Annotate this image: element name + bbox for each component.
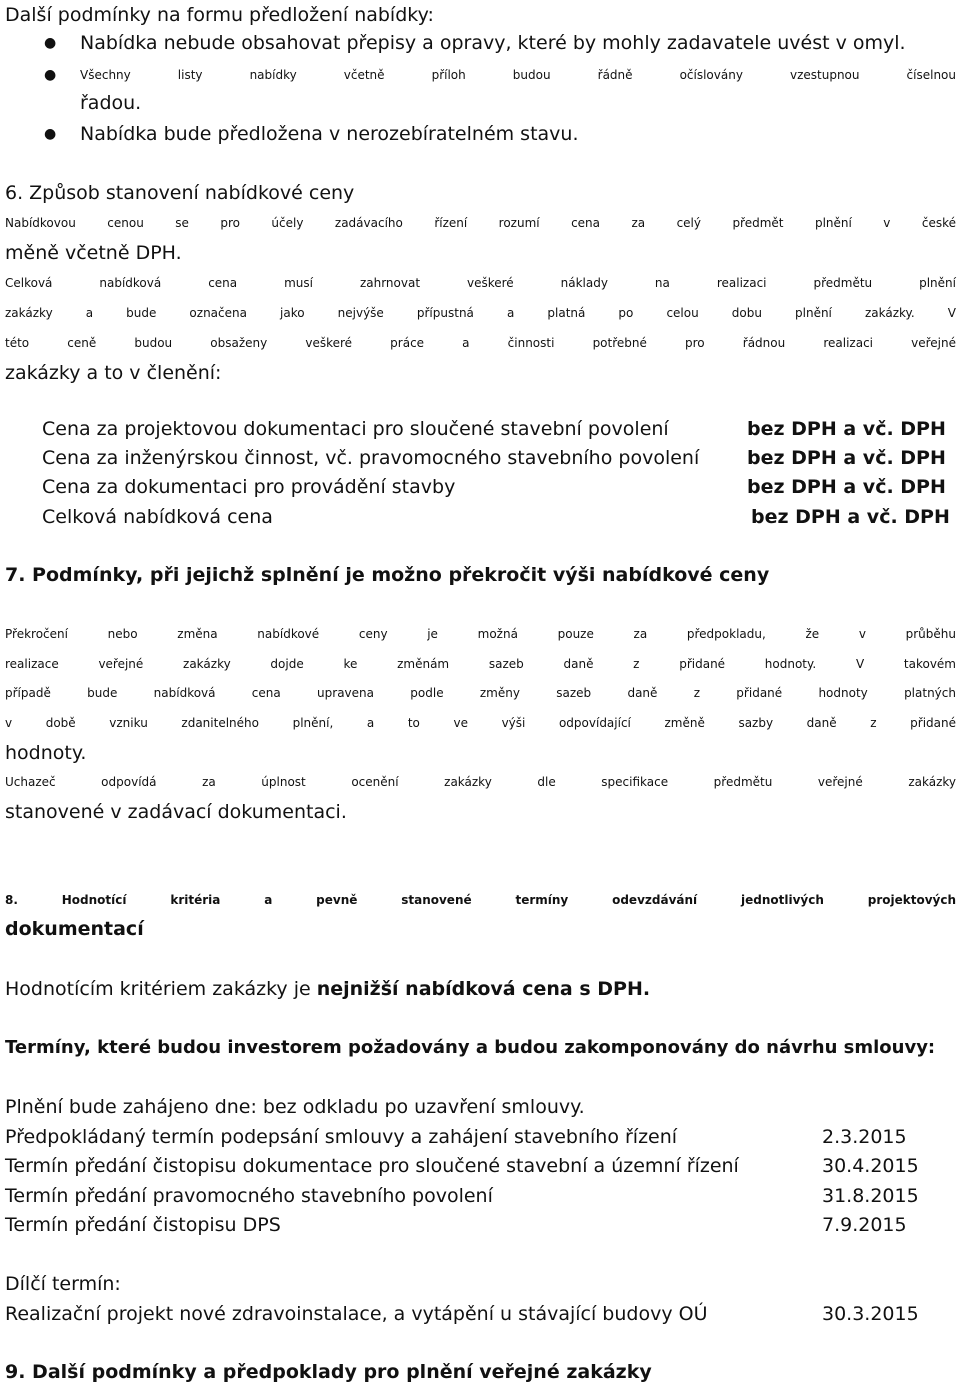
paragraph-line: realizace veřejné zakázky dojde ke změnám sazeb daně z přidané hodnoty. V takovém <box>5 657 956 671</box>
intro-heading: Další podmínky na formu předložení nabídky: <box>5 4 434 26</box>
term-date: 2.3.2015 <box>822 1126 907 1148</box>
price-value: bez DPH a vč. DPH <box>747 418 946 440</box>
section-9-heading: 9. Další podmínky a předpoklady pro plnění veřejné zakázky <box>5 1361 652 1383</box>
criteria-prefix: Hodnotícím kritériem zakázky je <box>5 978 317 1000</box>
start-line: Plnění bude zahájeno dne: bez odkladu po uzavření smlouvy. <box>5 1096 585 1118</box>
paragraph-line: měně včetně DPH. <box>5 242 182 264</box>
term-date: 30.4.2015 <box>822 1155 919 1177</box>
bullet-item: Všechny listy nabídky včetně příloh budou řádně očíslovány vzestupnou číselnou <box>80 68 956 82</box>
paragraph-line: stanovené v zadávací dokumentaci. <box>5 801 347 823</box>
paragraph-line: zakázky a bude označena jako nejvýše přípustná a platná po celou dobu plnění zakázky. V <box>5 306 956 320</box>
paragraph-line: Překročení nebo změna nabídkové ceny je možná pouze za předpokladu, že v průběhu <box>5 627 956 641</box>
paragraph-line: Celková nabídková cena musí zahrnovat veškeré náklady na realizaci předmětu plnění <box>5 276 956 290</box>
paragraph-line: případě bude nabídková cena upravena podle změny sazeb daně z přidané hodnoty platných <box>5 686 956 700</box>
criteria-value: nejnižší nabídková cena s DPH. <box>316 978 651 1000</box>
paragraph-line: Uchazeč odpovídá za úplnost ocenění zakázky dle specifikace předmětu veřejné zakázky <box>5 775 956 789</box>
term-date: 31.8.2015 <box>822 1185 919 1207</box>
section-8-heading-continuation: dokumentací <box>5 918 144 940</box>
criteria-line <box>5 974 650 1004</box>
price-label: Cena za inženýrskou činnost, vč. pravomocného stavebního povolení <box>42 447 700 469</box>
price-value: bez DPH a vč. DPH <box>751 506 950 528</box>
partial-term-heading: Dílčí termín: <box>5 1273 121 1295</box>
term-label: Předpokládaný termín podepsání smlouvy a zahájení stavebního řízení <box>5 1126 678 1148</box>
term-date: 7.9.2015 <box>822 1214 907 1236</box>
terms-heading: Termíny, které budou investorem požadovány a budou zakomponovány do návrhu smlouvy: <box>5 1037 936 1058</box>
section-8-heading: 8. Hodnotící kritéria a pevně stanovené termíny odevzdávání jednotlivých projektových <box>5 893 956 907</box>
paragraph-line: této ceně budou obsaženy veškeré práce a činnosti potřebné pro řádnou realizaci veřejné <box>5 336 956 350</box>
bullet-item: Nabídka bude předložena v nerozebíratelném stavu. <box>80 123 579 145</box>
price-label: Cena za projektovou dokumentaci pro sloučené stavební povolení <box>42 418 669 440</box>
paragraph-line: v době vzniku zdanitelného plnění, a to ve výši odpovídající změně sazby daně z přidané <box>5 716 956 730</box>
bullet-item-continuation: řadou. <box>80 92 142 114</box>
bullet-item: Nabídka nebude obsahovat přepisy a opravy, které by mohly zadavatele uvést v omyl. <box>80 32 906 54</box>
price-value: bez DPH a vč. DPH <box>747 476 946 498</box>
term-label: Termín předání čistopisu DPS <box>5 1214 281 1236</box>
bullet-icon: ● <box>44 67 57 83</box>
bullet-icon: ● <box>44 126 57 142</box>
paragraph-line: hodnoty. <box>5 742 87 764</box>
term-label: Termín předání čistopisu dokumentace pro sloučené stavební a územní řízení <box>5 1155 739 1177</box>
term-label: Realizační projekt nové zdravoinstalace, a vytápění u stávající budovy OÚ <box>5 1303 708 1325</box>
price-label: Celková nabídková cena <box>42 506 273 528</box>
price-value: bez DPH a vč. DPH <box>747 447 946 469</box>
paragraph-line: zakázky a to v členění: <box>5 362 222 384</box>
paragraph-line: Nabídkovou cenou se pro účely zadávacího řízení rozumí cena za celý předmět plnění v české <box>5 216 956 230</box>
term-label: Termín předání pravomocného stavebního povolení <box>5 1185 493 1207</box>
bullet-icon: ● <box>44 35 57 51</box>
section-6-heading: 6. Způsob stanovení nabídkové ceny <box>5 182 355 204</box>
price-label: Cena za dokumentaci pro provádění stavby <box>42 476 456 498</box>
section-7-heading: 7. Podmínky, při jejichž splnění je možno překročit výši nabídkové ceny <box>5 564 770 586</box>
term-date: 30.3.2015 <box>822 1303 919 1325</box>
